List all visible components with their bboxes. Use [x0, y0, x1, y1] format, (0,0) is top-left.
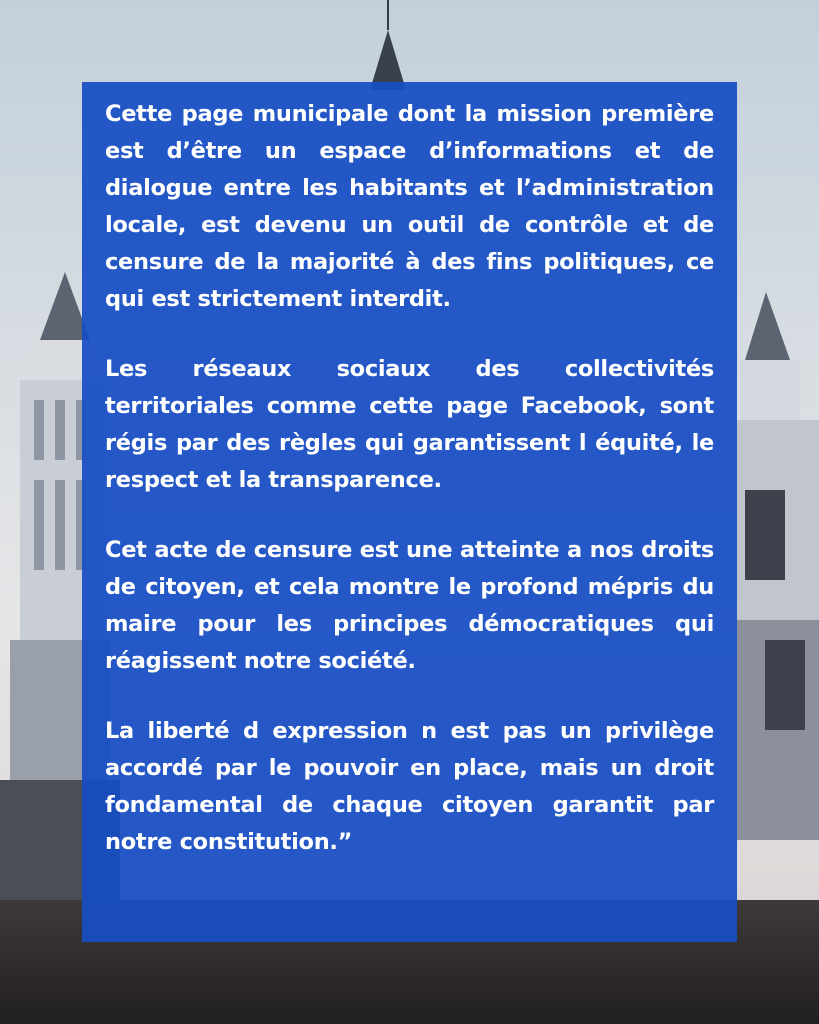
paragraph-3: Cet acte de censure est une atteinte a nos droits de citoyen, et cela montre le profond mépris du maire pour les principes démocratiques qui réagissent notre société.: [105, 537, 714, 674]
text-panel: [82, 82, 737, 942]
paragraph-2: Les réseaux sociaux des collectivités territoriales comme cette page Facebook, sont régis par des règles qui garantissent l équité, le respect et la transparence.: [105, 356, 714, 493]
paragraph-1: Cette page municipale dont la mission première est d’être un espace d’informations et de dialogue entre les habitants et l’administration locale, est devenu un outil de contrôle et de censure de la majorité à des fins politiques, ce qui est strictement interdit.: [105, 101, 714, 312]
paragraph-4: La liberté d expression n est pas un privilège accordé par le pouvoir en place, mais un droit fondamental de chaque citoyen garantit par notre constitution.”: [105, 718, 714, 855]
